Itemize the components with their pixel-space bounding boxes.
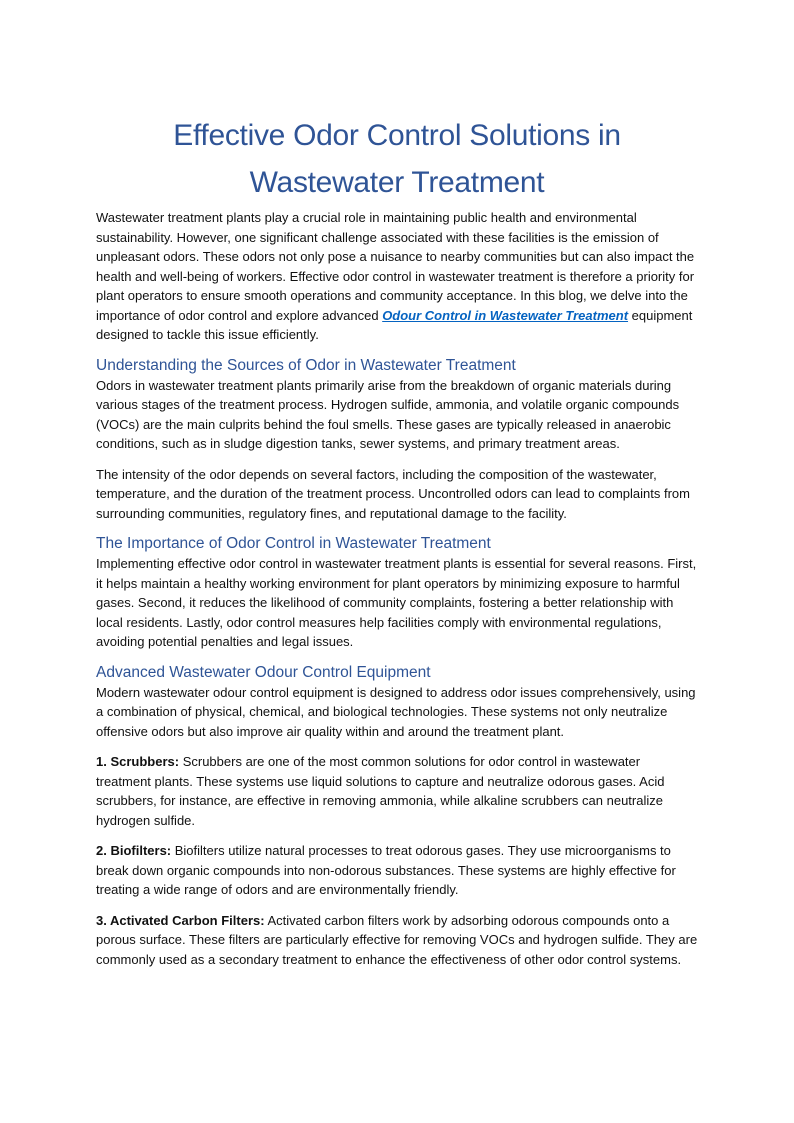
section-heading-sources: Understanding the Sources of Odor in Wastewater Treatment — [96, 356, 516, 374]
odour-control-link[interactable]: Odour Control in Wastewater Treatment — [382, 307, 629, 323]
item-label-activated-carbon: 3. Activated Carbon Filters: — [96, 912, 265, 928]
page-title: Effective Odor Control Solutions in Wastewater Treatment — [173, 119, 621, 199]
section-heading-importance: The Importance of Odor Control in Wastewater Treatment — [96, 535, 491, 552]
item-label-biofilters: 2. Biofilters: — [96, 843, 172, 858]
equipment-paragraph: Modern wastewater odour control equipment is designed to address odor issues comprehensively, using a combination of physical, chemical, and biological technologies. These systems not only neutralize offensive odors but also improve air quality within and around the treatment plant. — [96, 684, 696, 739]
importance-paragraph: Implementing effective odor control in wastewater treatment plants is essential for several reasons. First, it helps maintain a healthy working environment for plant operators by minimizing exposure to harmful gases. Second, it reduces the likelihood of community complaints, fostering a better relationship with local residents. Lastly, odor control measures help facilities comply with environmental regulations, avoiding potential penalties and legal issues. — [96, 556, 697, 649]
section-heading-equipment: Advanced Wastewater Odour Control Equipment — [96, 663, 431, 681]
item-text-activated-carbon: Activated carbon filters work by adsorbing odorous compounds onto a porous surface. These filters are particularly effective for removing VOCs and hydrogen sulfide. They are commonly used as a secondary treatment to enhance the effectiveness of other odor control systems. — [96, 912, 698, 967]
list-item-scrubbers — [96, 752, 698, 830]
item-text-scrubbers: Scrubbers are one of the most common solutions for odor control in wastewater treatment plants. These systems use liquid solutions to capture and neutralize odorous gases. Acid scrubbers, for instance, are effective in removing ammonia, while alkaline scrubbers can neutralize hydrogen sulfide. — [96, 754, 665, 828]
sources-paragraph-2: The intensity of the odor depends on several factors, including the composition of the wastewater, temperature, and the duration of the treatment process. Uncontrolled odors can lead to complaints from surrounding communities, regulatory fines, and reputational damage to the facility. — [96, 466, 690, 521]
intro-text-after-link: equipment designed to tackle this issue efficiently. — [96, 307, 693, 342]
sources-paragraph-1: Odors in wastewater treatment plants primarily arise from the breakdown of organic materials during various stages of the treatment process. Hydrogen sulfide, ammonia, and volatile organic compounds (VOCs) are the main culprits behind the foul smells. These gases are typically released in anaerobic conditions, such as in sludge digestion tanks, sewer systems, and primary treatment areas. — [96, 377, 680, 451]
item-label-scrubbers: 1. Scrubbers: — [96, 754, 180, 769]
list-item-biofilters — [96, 841, 698, 900]
document-page — [96, 112, 698, 980]
list-item-activated-carbon — [96, 911, 698, 970]
item-text-biofilters: Biofilters utilize natural processes to treat odorous gases. They use microorganisms to break down organic compounds into non-odorous substances. These systems are highly effective for treating a wide range of odors and are environmentally friendly. — [96, 843, 676, 897]
intro-paragraph — [96, 208, 698, 345]
intro-text-before-link: Wastewater treatment plants play a crucial role in maintaining public health and environmental sustainability. However, one significant challenge associated with these facilities is the emission of unpleasant odors. These odors not only pose a nuisance to nearby communities but can also impact the health and well-being of workers. Effective odor control in wastewater treatment is therefore a priority for plant operators to ensure smooth operations and community acceptance. In this blog, we delve into the importance of odor control and explore advanced — [96, 210, 695, 323]
